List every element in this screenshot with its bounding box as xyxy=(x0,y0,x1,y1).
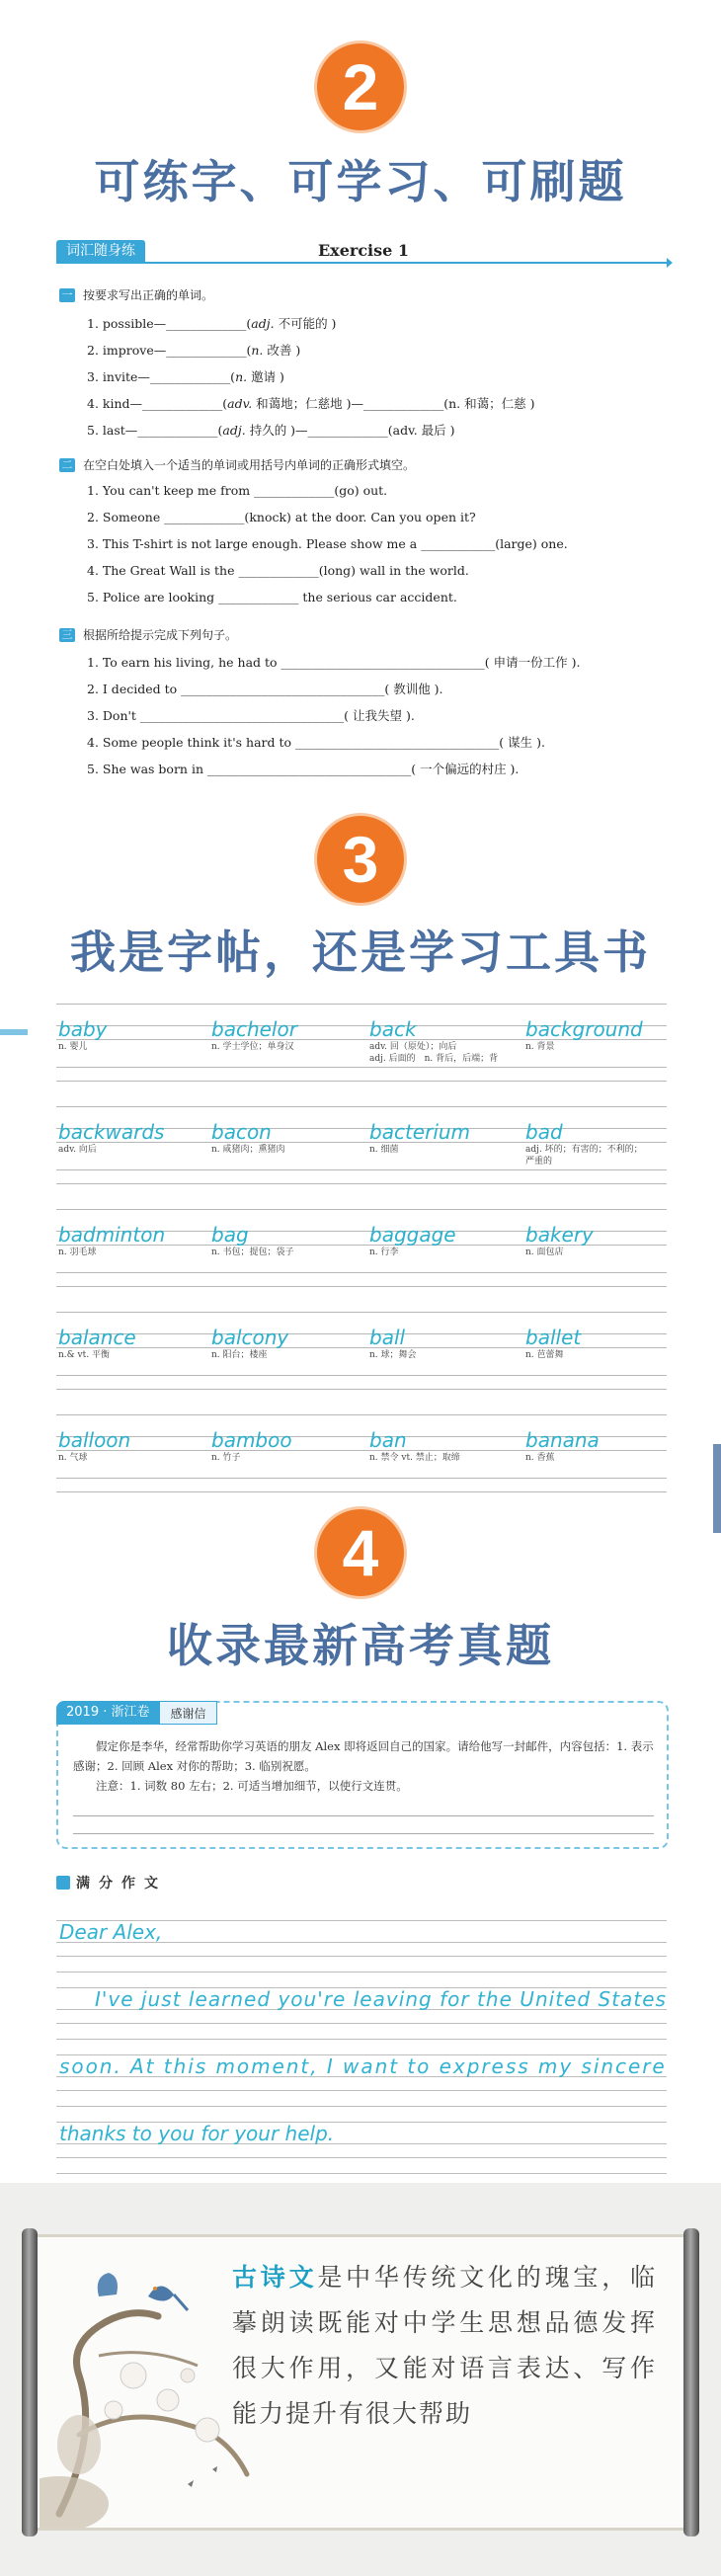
guide-line xyxy=(56,1491,667,1492)
section-title: 可练字、可学习、可刷题 xyxy=(94,155,627,208)
word-definition: n. 球；舞会 xyxy=(369,1350,417,1360)
copybook-word: baggage xyxy=(369,1223,456,1247)
copybook-row xyxy=(56,1004,667,1083)
answer-line xyxy=(73,1815,654,1816)
copybook-word: bachelor xyxy=(211,1017,297,1041)
guide-line xyxy=(56,1004,667,1005)
part-heading xyxy=(59,626,237,643)
guide-line xyxy=(56,1286,667,1287)
section-number-badge: 2 xyxy=(317,43,404,130)
word-definition: n. 芭蕾舞 xyxy=(525,1350,564,1360)
copybook-word: backwards xyxy=(58,1120,165,1144)
question-item: 2. improve—_____________(n. 改善 ) xyxy=(87,343,301,358)
section-number-badge: 3 xyxy=(317,816,404,903)
essay-line: soon. At this moment, I want to express my sincere xyxy=(59,2054,667,2078)
copybook-word: balloon xyxy=(58,1428,131,1452)
essay-guide-line xyxy=(56,2106,667,2107)
section-title: 收录最新高考真题 xyxy=(167,1619,554,1672)
word-definition: n. 学士学位；单身汉 xyxy=(211,1042,294,1052)
part-number: 三 xyxy=(59,628,75,642)
guide-line xyxy=(56,1081,667,1082)
copybook-word: back xyxy=(369,1017,417,1041)
scroll-rod-right xyxy=(683,2228,699,2536)
word-definition: n.& vt. 平衡 xyxy=(58,1350,110,1360)
essay-guide-line xyxy=(56,2039,667,2040)
guide-line xyxy=(56,1375,667,1376)
copybook-word: badminton xyxy=(58,1223,166,1247)
copybook-word: bakery xyxy=(525,1223,594,1247)
word-definition: n. 阳台；楼座 xyxy=(211,1350,268,1360)
essay-guide-line xyxy=(56,2157,667,2158)
poetry-text: 是中华传统文化的瑰宝，临摹朗读既能对中学生思想品德发挥很大作用，又能对语言表达、写作能力提升有很大帮助 xyxy=(232,2263,657,2428)
word-definition: n. 婴儿 xyxy=(58,1042,88,1052)
word-definition: n. 行李 xyxy=(369,1248,399,1257)
question-item: 1. To earn his living, he had to _________________________________( 申请一份工作 ). xyxy=(87,655,581,670)
exam-prompt xyxy=(73,1736,656,1796)
question-item: 2. Someone _____________(knock) at the door. Can you open it? xyxy=(87,510,476,524)
exam-year-tag: 2019 · 浙江卷 xyxy=(56,1701,159,1725)
word-definition: n. 气球 xyxy=(58,1453,88,1463)
word-definition: n. 羽毛球 xyxy=(58,1248,97,1257)
copybook-word: balance xyxy=(58,1326,136,1349)
question-item: 5. Police are looking _____________ the serious car accident. xyxy=(87,590,457,604)
word-definition: adv. 回（原处）；向后 xyxy=(369,1042,457,1052)
poetry-description xyxy=(232,2255,657,2437)
part-number: 二 xyxy=(59,458,75,472)
part-number: 一 xyxy=(59,288,75,302)
question-item: 5. She was born in _________________________________( 一个偏远的村庄 ). xyxy=(87,762,520,776)
word-definition-extra: adj. 后面的 n. 背后，后端；背 xyxy=(369,1054,499,1064)
copybook-word: ban xyxy=(369,1428,407,1452)
essay-line: thanks to you for your help. xyxy=(59,2122,335,2145)
answer-line xyxy=(73,1833,654,1834)
guide-line xyxy=(56,1389,667,1390)
essay-guide-line xyxy=(56,2173,667,2174)
copybook-row xyxy=(56,1414,667,1493)
copybook-row xyxy=(56,1312,667,1391)
word-definition: n. 书包；提包；袋子 xyxy=(211,1248,294,1257)
guide-line xyxy=(56,1106,667,1107)
copybook-word: bag xyxy=(211,1223,249,1247)
question-item: 5. last—_____________(adj. 持久的 )—_____________(adv. 最后 ) xyxy=(87,423,455,438)
question-item: 2. I decided to _________________________________( 教训他 ). xyxy=(87,682,443,696)
part-instruction: 在空白处填入一个适当的单词或用括号内单词的正确形式填空。 xyxy=(83,458,416,472)
copybook-row xyxy=(56,1209,667,1288)
guide-line xyxy=(56,1478,667,1479)
word-definition: n. 禁令 vt. 禁止；取缔 xyxy=(369,1453,460,1463)
exercise-header xyxy=(56,240,671,262)
exercise-title: Exercise 1 xyxy=(317,241,410,260)
word-definition: adj. 坏的；有害的；不利的； xyxy=(525,1145,643,1155)
word-definition: adv. 向后 xyxy=(58,1145,97,1155)
question-item: 1. You can't keep me from _____________(go) out. xyxy=(87,483,388,498)
question-item: 3. invite—_____________(n. 邀请 ) xyxy=(87,369,284,384)
copybook-word: bacon xyxy=(211,1120,272,1144)
pencil-icon xyxy=(56,1876,70,1890)
word-definition: n. 面包店 xyxy=(525,1248,564,1257)
copybook-word: ballet xyxy=(525,1326,582,1349)
word-definition: n. 细菌 xyxy=(369,1145,399,1155)
question-item: 1. possible—_____________(adj. 不可能的 ) xyxy=(87,316,337,331)
left-edge-mark xyxy=(0,1029,28,1035)
header-rule xyxy=(56,262,671,264)
section-title: 我是字帖，还是学习工具书 xyxy=(70,926,651,979)
right-edge-mark xyxy=(713,1444,721,1533)
copybook-word: bad xyxy=(525,1120,563,1144)
prompt-note: 注意：1. 词数 80 左右；2. 可适当增加细节，以使行文连贯。 xyxy=(96,1779,408,1793)
guide-line xyxy=(56,1209,667,1210)
word-definition: n. 香蕉 xyxy=(525,1453,555,1463)
essay-guide-line xyxy=(56,2023,667,2024)
prompt-text: 假定你是李华，经常帮助你学习英语的朋友 Alex 即将返回自己的国家。请给他写一封邮件，内容包括：1. 表示感谢；2. 回顾 Alex 对你的帮助；3. 临别祝愿。 xyxy=(73,1739,654,1773)
guide-line xyxy=(56,1183,667,1184)
part-heading xyxy=(59,286,213,303)
word-definition: n. 咸猪肉；熏猪肉 xyxy=(211,1145,285,1155)
part-heading xyxy=(59,456,415,473)
scroll-rod-left xyxy=(22,2228,38,2536)
part-instruction: 按要求写出正确的单词。 xyxy=(83,288,214,302)
question-item: 3. This T-shirt is not large enough. Please show me a ____________(large) one. xyxy=(87,536,568,551)
copybook-word: baby xyxy=(58,1017,108,1041)
copybook-word: ball xyxy=(369,1326,406,1349)
guide-line xyxy=(56,1312,667,1313)
essay-label xyxy=(56,1873,167,1892)
question-item: 4. Some people think it's hard to _________________________________( 谋生 ). xyxy=(87,735,545,750)
exam-type-tag: 感谢信 xyxy=(159,1701,216,1725)
essay-line: Dear Alex, xyxy=(59,1920,163,1944)
question-item: 3. Don't _________________________________( 让我失望 ). xyxy=(87,708,415,723)
word-definition: n. 竹子 xyxy=(211,1453,241,1463)
essay-guide-line xyxy=(56,1956,667,1957)
poetry-highlight: 古诗文 xyxy=(232,2263,318,2292)
word-definition-extra: 严重的 xyxy=(525,1157,553,1167)
guide-line xyxy=(56,1067,667,1068)
exam-tag xyxy=(56,1701,217,1725)
question-item: 4. The Great Wall is the _____________(long) wall in the world. xyxy=(87,563,469,578)
copybook-word: bacterium xyxy=(369,1120,471,1144)
guide-line xyxy=(56,1169,667,1170)
section-number-badge: 4 xyxy=(317,1509,404,1596)
question-item: 4. kind—_____________(adv. 和蔼地；仁慈地 )—_____________(n. 和蔼；仁慈 ) xyxy=(87,396,535,411)
essay-guide-line xyxy=(56,2090,667,2091)
copybook-word: balcony xyxy=(211,1326,289,1349)
guide-line xyxy=(56,1272,667,1273)
copybook-word: background xyxy=(525,1017,643,1041)
copybook-word: banana xyxy=(525,1428,600,1452)
guide-line xyxy=(56,1414,667,1415)
part-instruction: 根据所给提示完成下列句子。 xyxy=(83,628,238,642)
copybook-word: bamboo xyxy=(211,1428,292,1452)
essay-line: I've just learned you're leaving for the United States xyxy=(95,1987,667,2011)
vocab-tag: 词汇随身练 xyxy=(56,240,145,262)
essay-label-text: 满分作文 xyxy=(76,1876,167,1892)
word-definition: n. 背景 xyxy=(525,1042,555,1052)
